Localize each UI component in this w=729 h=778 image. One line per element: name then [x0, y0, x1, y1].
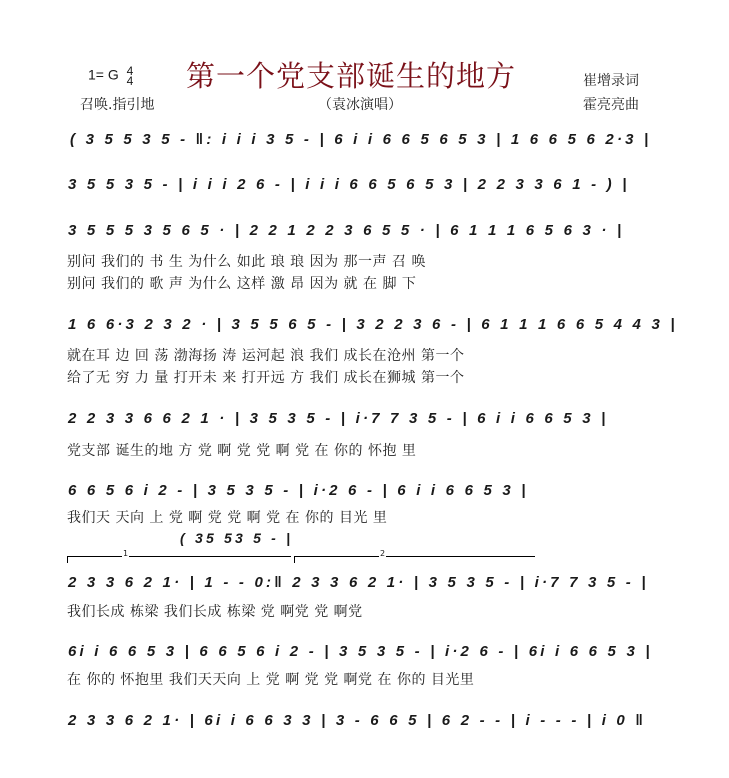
score-row-9-notes: 2 3 3 6 2 1· | 6i i 6 6 3 3 | 3 - 6 6 5 | 6 2 - - | i - - - | i 0 ‖ — [68, 712, 647, 729]
page-title: 第一个党支部诞生的地方 — [186, 59, 517, 93]
performer: （袁冰演唱） — [318, 97, 402, 113]
volta-bracket-2 — [294, 549, 535, 563]
time-denominator: 4 — [126, 74, 134, 88]
key-label: 1= G — [88, 66, 119, 83]
score-row-3-notes: 3 5 5 5 3 5 6 5 · | 2 2 1 2 2 3 6 5 5 · | 6 1 1 1 6 5 6 3 · | — [68, 222, 625, 239]
score-row-6-lyrics: 我们天 天向 上 党 啊 党 党 啊 党 在 你的 目光 里 — [67, 510, 388, 526]
composer: 霍亮亮曲 — [583, 97, 639, 113]
score-row-4-lyrics-verse2: 给了无 穷 力 量 打开未 来 打开远 方 我们 成长在狮城 第一个 — [67, 370, 465, 386]
score-row-1-notes: ( 3 5 5 3 5 - ‖: i i i 3 5 - | 6 i i 6 6 5 6 5 3 | 1 6 6 5 6 2·3 | — [70, 131, 652, 148]
volta-1-label: 1 — [123, 549, 129, 558]
score-row-3-lyrics-verse2: 别问 我们的 歌 声 为什么 这样 激 昂 因为 就 在 脚 下 — [67, 276, 417, 292]
score-row-4-notes: 1 6 6·3 2 3 2 · | 3 5 5 6 5 - | 3 2 2 3 6 - | 6 1 1 1 6 6 5 4 4 3 | — [68, 316, 678, 333]
time-signature — [127, 66, 134, 86]
volta-bracket-1 — [67, 549, 291, 563]
score-row-3-lyrics-verse1: 别问 我们的 书 生 为什么 如此 琅 琅 因为 那一声 召 唤 — [67, 254, 426, 270]
score-row-2-notes: 3 5 5 3 5 - | i i i 2 6 - | i i i 6 6 5 6 5 3 | 2 2 3 3 6 1 - ) | — [68, 176, 630, 193]
tempo-expression: 召唤.指引地 — [80, 97, 155, 113]
volta-2-label: 2 — [380, 549, 386, 558]
score-row-6-notes: 6 6 5 6 i 2 - | 3 5 3 5 - | i·2 6 - | 6 i i 6 6 5 3 | — [68, 482, 529, 499]
score-row-4-lyrics-verse1: 就在耳 边 回 荡 渤海扬 涛 运河起 浪 我们 成长在沧州 第一个 — [67, 348, 465, 364]
score-row-7-notes: 2 3 3 6 2 1· | 1 - - 0:‖ 2 3 3 6 2 1· | 3 5 3 5 - | i·7 7 3 5 - | — [68, 574, 649, 591]
score-row-7-lyrics: 我们长成 栋梁 我们长成 栋梁 党 啊党 党 啊党 — [67, 604, 363, 620]
interlude-notes: ( 35 53 5 - | — [180, 530, 294, 546]
lyricist: 崔增录词 — [583, 73, 639, 89]
time-numerator: 4 — [126, 64, 134, 78]
key-signature — [88, 66, 133, 86]
score-row-8-notes: 6i i 6 6 5 3 | 6 6 5 6 i 2 - | 3 5 3 5 - | i·2 6 - | 6i i 6 6 5 3 | — [68, 643, 653, 660]
score-row-5-notes: 2 2 3 3 6 6 2 1 · | 3 5 3 5 - | i·7 7 3 5 - | 6 i i 6 6 5 3 | — [68, 410, 609, 427]
score-row-8-lyrics: 在 你的 怀抱里 我们天天向 上 党 啊 党 党 啊党 在 你的 目光里 — [67, 672, 475, 688]
score-row-5-lyrics: 党支部 诞生的地 方 党 啊 党 党 啊 党 在 你的 怀抱 里 — [67, 443, 417, 459]
